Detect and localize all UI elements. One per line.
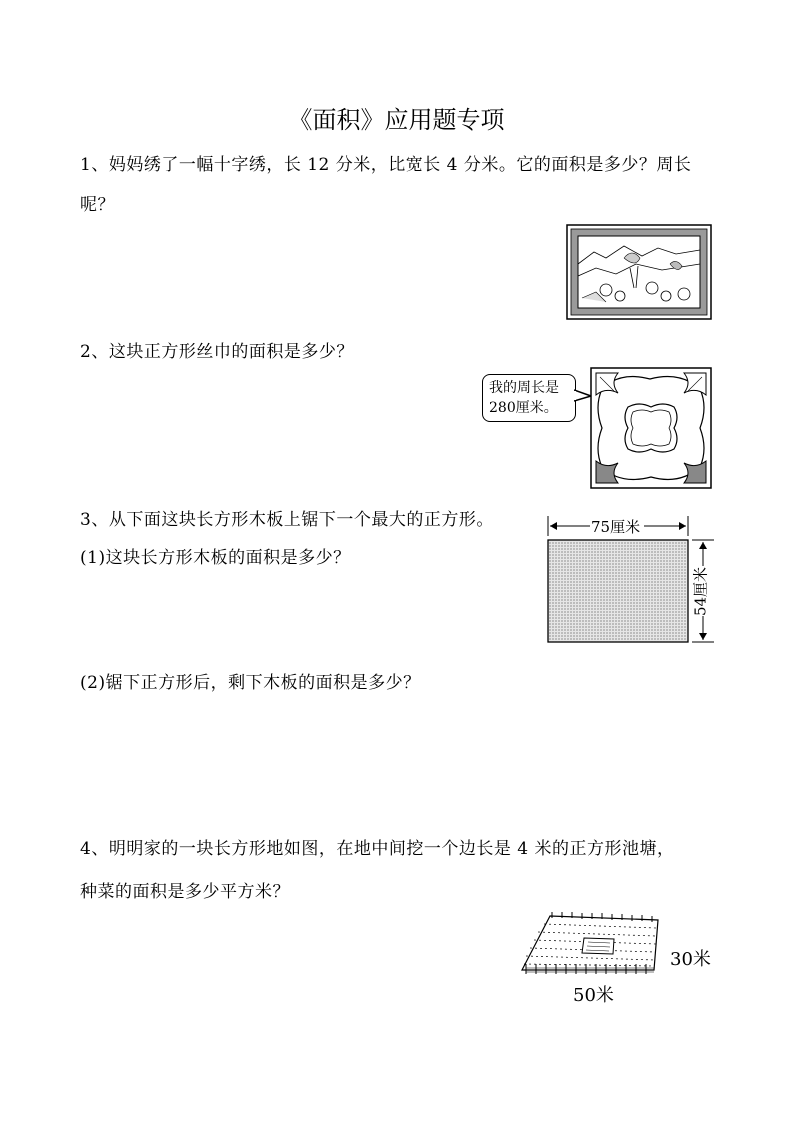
board-height-label: 54厘米 (691, 566, 710, 617)
board-width-label: 75厘米 (591, 518, 641, 536)
question-1-line-1: 1、妈妈绣了一幅十字绣，长 12 分米，比宽长 4 分米。它的面积是多少？周长 (80, 155, 692, 175)
board-rectangle (548, 540, 688, 642)
silk-scarf-illustration (590, 367, 712, 489)
question-3-part-1: (1)这块长方形木板的面积是多少？ (80, 548, 351, 568)
question-4-line-1: 4、明明家的一块长方形地如图，在地中间挖一个边长是 4 米的正方形池塘， (80, 839, 675, 859)
question-1-line-2: 呢？ (80, 195, 115, 215)
speech-bubble (482, 374, 576, 422)
field-depth-label: 30米 (670, 949, 711, 970)
question-3-text: 3、从下面这块长方形木板上锯下一个最大的正方形。 (80, 510, 494, 530)
vegetable-field-illustration (518, 908, 668, 980)
question-4-line-2: 种菜的面积是多少平方米？ (80, 882, 290, 902)
question-2-text: 2、这块正方形丝巾的面积是多少？ (80, 342, 354, 362)
page-title: 《面积》应用题专项 (288, 106, 505, 134)
cross-stitch-picture-illustration (566, 224, 712, 320)
speech-bubble-line-1: 我的周长是 (489, 380, 559, 396)
speech-bubble-line-2: 280厘米。 (489, 400, 558, 416)
field-width-label: 50米 (573, 985, 614, 1006)
question-3-part-2: (2)锯下正方形后，剩下木板的面积是多少？ (80, 673, 421, 693)
